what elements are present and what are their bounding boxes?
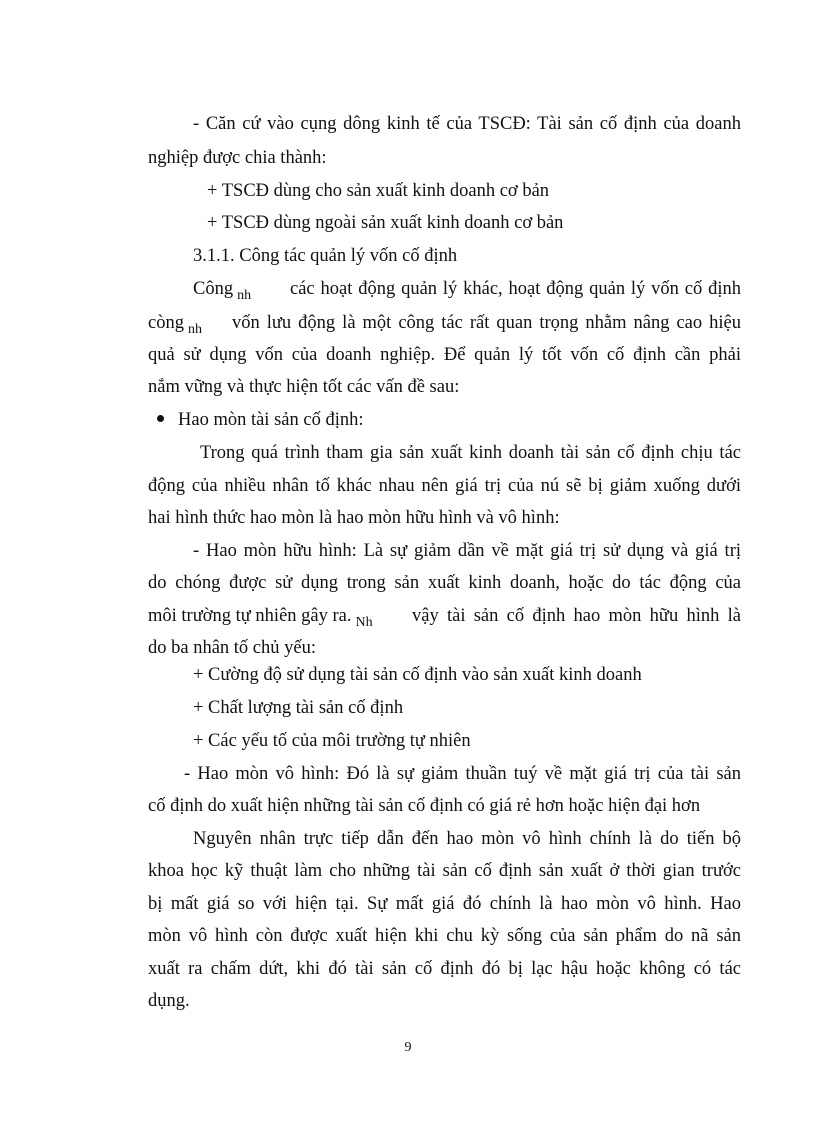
text-line: + TSCĐ dùng cho sản xuất kinh doanh cơ bản — [207, 181, 550, 201]
text-fragment: còng — [148, 313, 184, 333]
list-item: + Các yếu tố của môi trường tự nhiên — [193, 731, 471, 751]
text-line: vậy tài sản cố định hao mòn hữu hình là — [412, 606, 741, 626]
text-line: Trong quá trình tham gia sản xuất kinh doanh tài sản cố định chịu tác — [200, 443, 741, 463]
text-line-with-fragment — [148, 311, 208, 335]
list-item: + Cường độ sử dụng tài sản cố định vào sản xuất kinh doanh — [193, 665, 642, 685]
text-line: dụng. — [148, 991, 190, 1011]
text-fragment: môi trường tự nhiên gây ra. — [148, 606, 352, 626]
text-line: - Căn cứ vào cụng dông kinh tế của TSCĐ: Tài sản cố định của doanh — [193, 114, 741, 134]
text-fragment: Nh — [355, 615, 373, 630]
text-line: do chóng được sử dụng trong sản xuất kinh doanh, hoặc do tác động của — [148, 573, 741, 593]
text-line: nghiệp được chia thành: — [148, 148, 327, 168]
text-line: quả sử dụng vốn của doanh nghiệp. Để quản lý tốt vốn cố định cần phải — [148, 345, 741, 365]
text-line: các hoạt động quản lý khác, hoạt động quản lý vốn cố định — [290, 279, 741, 299]
text-line: hai hình thức hao mòn là hao mòn hữu hình và vô hình: — [148, 508, 560, 528]
text-line: nắm vững và thực hiện tốt các vấn đề sau: — [148, 377, 460, 397]
text-line: cố định do xuất hiện những tài sản cố định có giá rẻ hơn hoặc hiện đại hơn — [148, 796, 701, 816]
bullet-text: Hao mòn tài sản cố định: — [178, 410, 364, 430]
text-line: vốn lưu động là một công tác rất quan trọng nhằm nâng cao hiệu — [232, 313, 741, 333]
page-number: 9 — [404, 1040, 412, 1055]
text-line: - Hao mòn vô hình: Đó là sự giảm thuần tuý về mặt giá trị của tài sản — [184, 764, 741, 784]
text-line: mòn vô hình còn được xuất hiện khi chu kỳ sống của sản phẩm do nã sản — [148, 926, 741, 946]
text-line: Nguyên nhân trực tiếp dẫn đến hao mòn vô hình chính là do tiến bộ — [193, 829, 741, 849]
text-fragment: Công — [193, 279, 234, 299]
text-line: bị mất giá so với hiện tại. Sự mất giá đó chính là hao mòn vô hình. Hao — [148, 894, 741, 914]
text-line: khoa học kỹ thuật làm cho những tài sản cố định sản xuất ở thời gian trước — [148, 861, 741, 881]
text-line: - Hao mòn hữu hình: Là sự giảm dần về mặt giá trị sử dụng và giá trị — [193, 541, 741, 561]
list-item: + Chất lượng tài sản cố định — [193, 698, 404, 718]
text-line-with-fragment — [193, 277, 257, 301]
text-fragment: nh — [187, 322, 202, 337]
bullet-item — [157, 408, 363, 432]
text-line: + TSCĐ dùng ngoài sản xuất kinh doanh cơ bản — [207, 213, 564, 233]
text-line: động của nhiều nhân tố khác nhau nên giá trị của nú sẽ bị giảm xuống dưới — [148, 476, 741, 496]
text-line: xuất ra chấm dứt, khi đó tài sản cố định đó bị lạc hậu hoặc không có tác — [148, 959, 741, 979]
text-line: do ba nhân tố chủ yếu: — [148, 638, 316, 658]
text-fragment: nh — [237, 288, 252, 303]
text-line-with-fragment — [148, 604, 379, 628]
bullet-icon — [157, 415, 164, 422]
section-heading: 3.1.1. Công tác quản lý vốn cố định — [193, 246, 458, 266]
